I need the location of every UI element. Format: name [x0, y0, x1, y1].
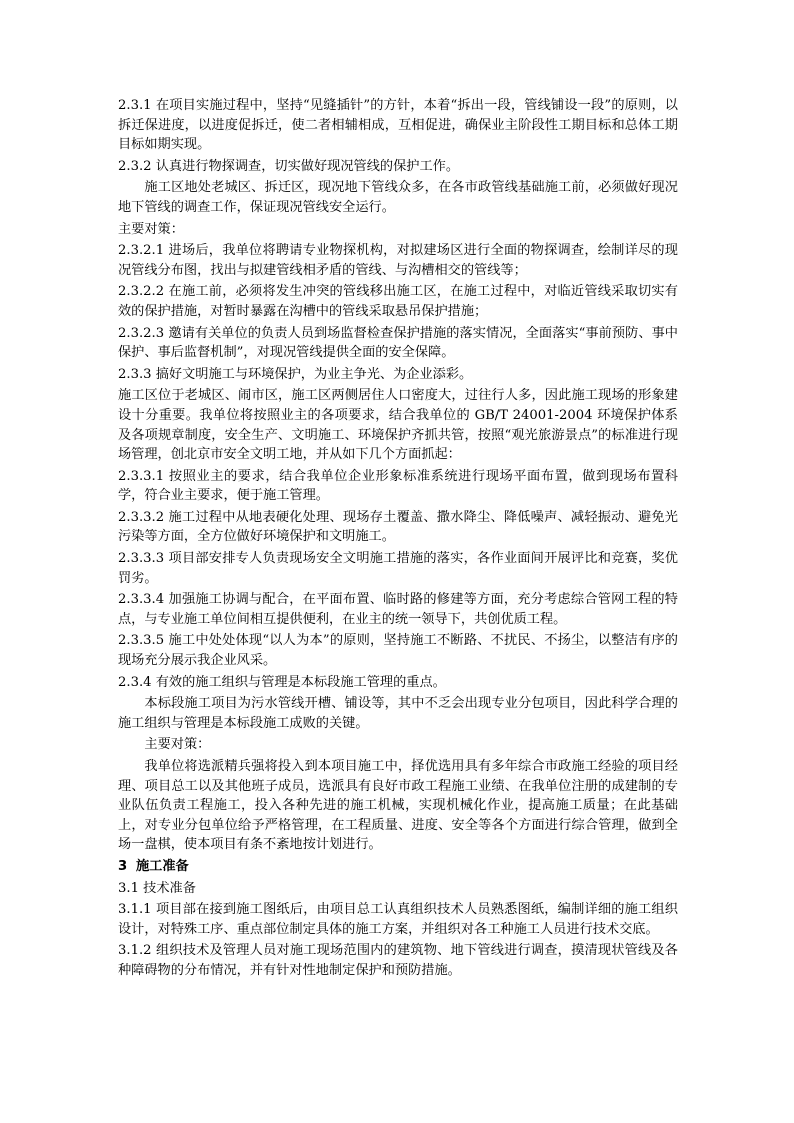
paragraph: 2.3.4 有效的施工组织与管理是本标段施工管理的重点。: [118, 674, 446, 690]
paragraph: 2.3.2 认真进行物探调查，切实做好现况管线的保护工作。: [118, 158, 460, 174]
paragraph: 本标段施工项目为污水管线开槽、铺设等，其中不乏会出现专业分包项目，因此科学合理的施工组织与管理是本标段施工成败的关键。: [118, 696, 678, 731]
paragraph: 3.1 技术准备: [118, 880, 196, 896]
section-3-body: [118, 879, 678, 981]
paragraph: 主要对策：: [144, 737, 211, 753]
paragraph: 2.3.3.1 按照业主的要求，结合我单位企业形象标准系统进行现场平面布置，做到现场布置科学，符合业主要求，便于施工管理。: [118, 468, 678, 504]
paragraph: 2.3.2.3 邀请有关单位的负责人员到场监督检查保护措施的落实情况，全面落实“事前预防、事中保护、事后监督机制”，对现况管线提供全面的安全保障。: [118, 325, 678, 361]
paragraph: 2.3.3.2 施工过程中从地表硬化处理、现场存土覆盖、撒水降尘、降低噪声、减轻振动、避免光污染等方面，全方位做好环境保护和文明施工。: [118, 509, 678, 545]
paragraph: 3.1.2 组织技术及管理人员对施工现场范围内的建筑物、地下管线进行调查，摸清现状管线及各种障碍物的分布情况，并有针对性地制定保护和预防措施。: [118, 943, 678, 978]
paragraph: 施工区地处老城区、拆迁区，现况地下管线众多，在各市政管线基础施工前，必须做好现况地下管线的调查工作，保证现况管线安全运行。: [118, 180, 678, 215]
paragraph: 2.3.2.1 进场后，我单位将聘请专业物探机构，对拟建场区进行全面的物探调查，绘制详尽的现况管线分布图，找出与拟建管线相矛盾的管线、与沟槽相交的管线等；: [118, 243, 678, 278]
section-3-title: 施工准备: [136, 858, 189, 874]
section-3-heading: [118, 857, 678, 877]
paragraph: 3.1.1 项目部在接到施工图纸后，由项目总工认真组织技术人员熟悉图纸，编制详细的施工组织设计，对特殊工序、重点部位制定具体的施工方案，并组织对各工种施工人员进行技术交底。: [118, 902, 678, 937]
paragraph: 主要对策：: [118, 221, 184, 237]
document-page: [118, 96, 678, 983]
paragraph: 我单位将选派精兵强将投入到本项目施工中，择优选用具有多年综合市政施工经验的项目经理、项目总工以及其他班子成员，选派具有良好市政工程施工业绩、在我单位注册的成建制的专业队伍负责工程施工，投入各种先进的施工机械，实现机械化作业，提高施工质量；在此基础上，对专业分包单位给予严格管理，在工程质量、进度、安全等各个方面进行综合管理，做到全场一盘棋，使本项目有条不紊地按计划进行。: [118, 759, 678, 853]
paragraph: 施工区位于老城区、闹市区，施工区两侧居住人口密度大，过往行人多，因此施工现场的形象建设十分重要。我单位将按照业主的各项要求，结合我单位的 GB/T 24001-2004 环境保护体系及各项规章制度，安全生产、文明施工、环境保护齐抓共管，按照“观光旅游景点”的标准进行现场管理，创北京市安全文明工地，并从如下几个方面抓起：: [118, 388, 678, 463]
paragraph: 2.3.3 搞好文明施工与环境保护，为业主争光、为企业添彩。: [118, 366, 473, 382]
paragraph: 2.3.2.2 在施工前，必须将发生冲突的管线移出施工区，在施工过程中，对临近管线采取切实有效的保护措施，对暂时暴露在沟槽中的管线采取悬吊保护措施；: [118, 284, 678, 319]
section-2-body: [118, 96, 678, 855]
paragraph: 2.3.3.5 施工中处处体现“以人为本”的原则，坚持施工不断路、不扰民、不扬尘，以整洁有序的现场充分展示我企业风采。: [118, 633, 678, 669]
section-3-number: 3: [118, 858, 128, 874]
paragraph: 2.3.3.3 项目部安排专人负责现场安全文明施工措施的落实，各作业面间开展评比和竞赛，奖优罚劣。: [118, 551, 678, 586]
paragraph: 2.3.3.4 加强施工协调与配合，在平面布置、临时路的修建等方面，充分考虑综合管网工程的特点，与专业施工单位间相互提供便利，在业主的统一领导下，共创优质工程。: [118, 592, 678, 627]
paragraph: 2.3.1 在项目实施过程中，坚持“见缝插针”的方针，本着“拆出一段，管线铺设一段”的原则，以拆迁保进度，以进度促拆迁，使二者相辅相成，互相促进，确保业主阶段性工期目标和总体工期目标如期实现。: [118, 98, 678, 153]
